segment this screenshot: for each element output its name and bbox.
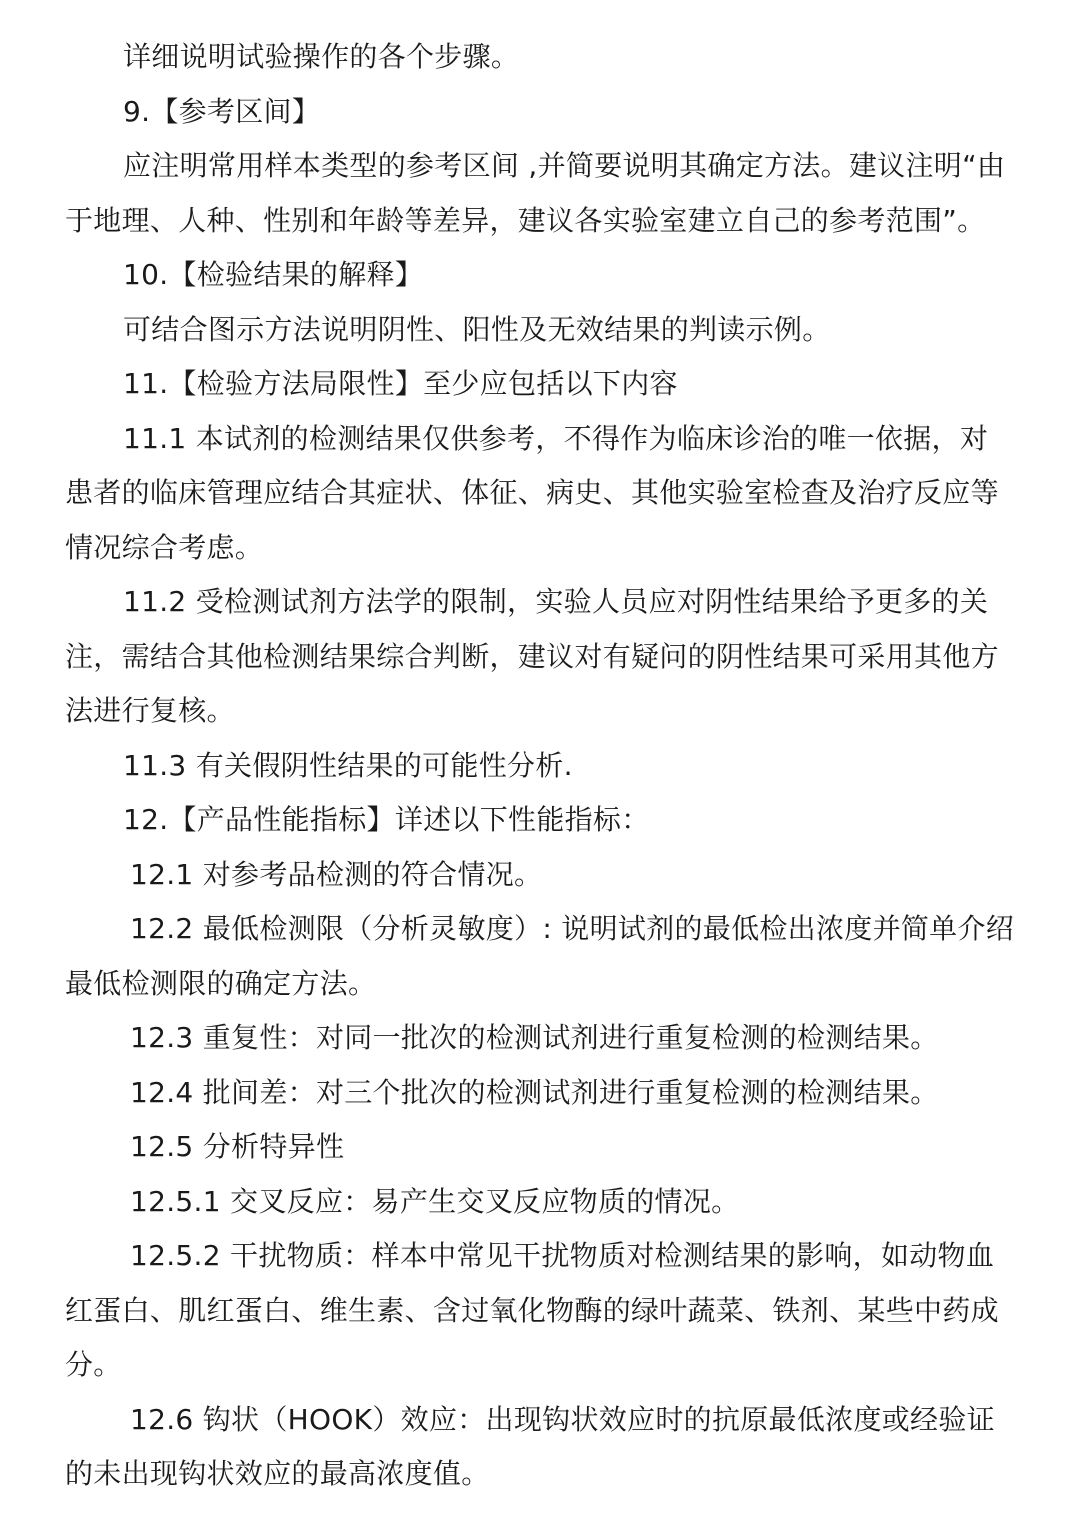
text-line: 12.1 对参考品检测的符合情况。 <box>130 857 543 891</box>
section-heading: 12.【产品性能指标】详述以下性能指标： <box>123 803 650 836</box>
section-heading: 11.【检验方法局限性】至少应包括以下内容 <box>123 367 678 400</box>
text-line: 12.5.1 交叉反应：易产生交叉反应物质的情况。 <box>130 1184 740 1218</box>
text-line: 12.4 批间差：对三个批次的检测试剂进行重复检测的检测结果。 <box>130 1075 939 1109</box>
text-line: 最低检测限的确定方法。 <box>65 966 377 1000</box>
text-line: 患者的临床管理应结合其症状、体征、病史、其他实验室检查及治疗反应等 <box>65 476 999 509</box>
text-line: 注，需结合其他检测结果综合判断，建议对有疑问的阴性结果可采用其他方 <box>65 639 999 673</box>
text-line: 12.5.2 干扰物质：样本中常见干扰物质对检测结果的影响，如动物血 <box>130 1239 995 1272</box>
section-heading: 9.【参考区间】 <box>123 94 321 128</box>
text-line: 的未出现钩状效应的最高浓度值。 <box>65 1457 490 1490</box>
text-line: 11.2 受检测试剂方法学的限制，实验人员应对阴性结果给予更多的关 <box>123 585 989 618</box>
text-line: 12.2 最低检测限（分析灵敏度）: 说明试剂的最低检出浓度并简单介绍 <box>130 912 1015 945</box>
text-line: 分。 <box>65 1348 122 1381</box>
text-line: 红蛋白、肌红蛋白、维生素、含过氧化物酶的绿叶蔬菜、铁剂、某些中药成 <box>65 1293 999 1327</box>
text-line: 11.1 本试剂的检测结果仅供参考，不得作为临床诊治的唯一依据，对 <box>123 421 989 455</box>
text-line: 法进行复核。 <box>65 694 235 727</box>
text-line: 于地理、人种、性别和年龄等差异，建议各实验室建立自己的参考范围”。 <box>65 203 986 237</box>
text-line: 详细说明试验操作的各个步骤。 <box>123 40 520 73</box>
text-line: 应注明常用样本类型的参考区间 ,并简要说明其确定方法。建议注明“由 <box>123 149 1006 182</box>
text-line: 情况综合考虑。 <box>65 530 264 564</box>
text-line: 12.6 钩状（HOOK）效应：出现钩状效应时的抗原最低浓度或经验证 <box>130 1402 995 1436</box>
text-line: 12.3 重复性：对同一批次的检测试剂进行重复检测的检测结果。 <box>130 1021 939 1054</box>
document-body <box>65 30 1025 1502</box>
text-line: 11.3 有关假阴性结果的可能性分析. <box>123 748 573 782</box>
section-heading: 10.【检验结果的解释】 <box>123 258 424 291</box>
text-line: 可结合图示方法说明阴性、阳性及无效结果的判读示例。 <box>123 312 831 346</box>
text-line: 12.5 分析特异性 <box>130 1130 345 1163</box>
